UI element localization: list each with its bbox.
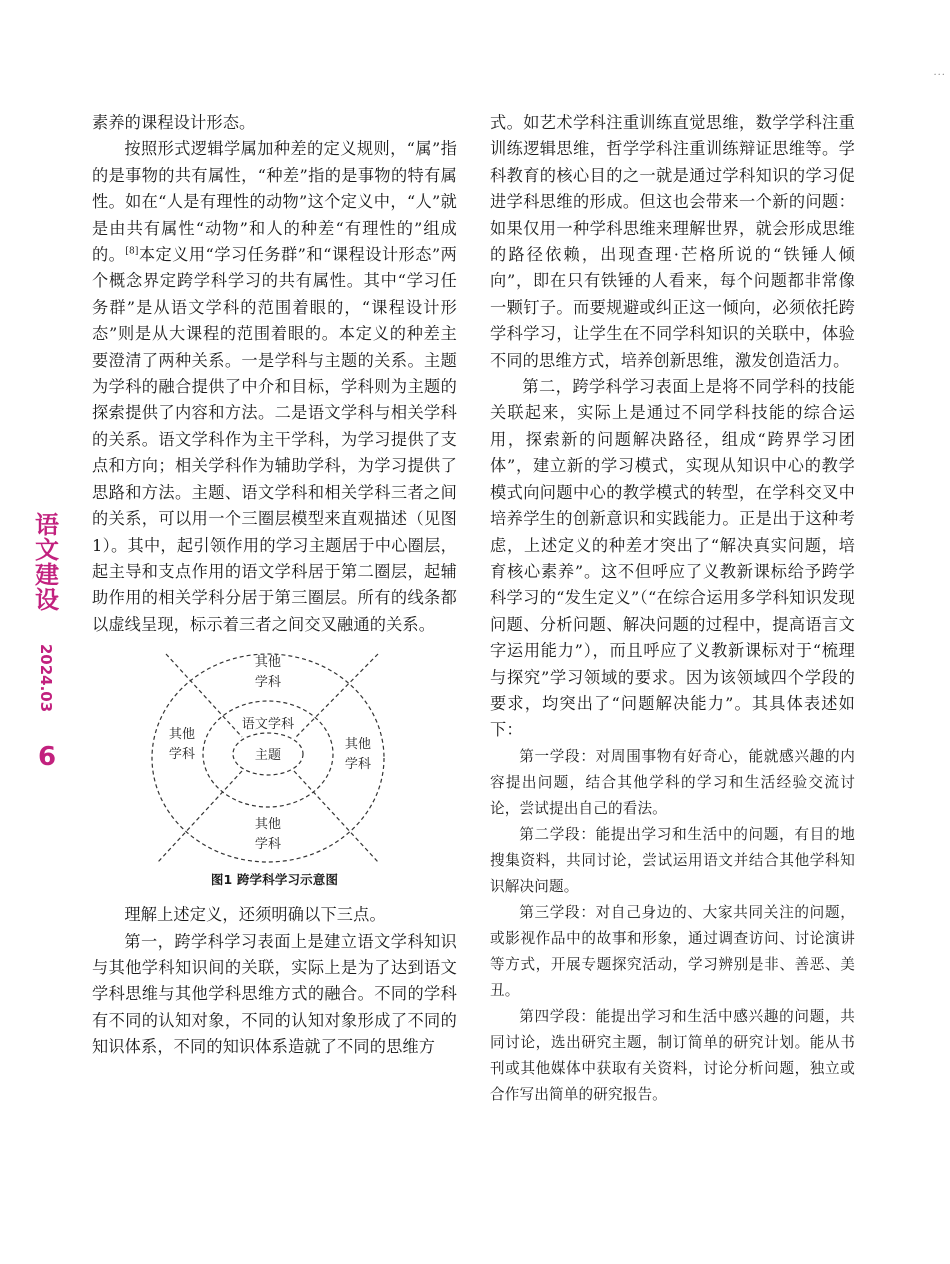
three-circle-figure [92,648,457,866]
divider-line [158,771,242,862]
figure-svg [92,648,457,866]
paragraph: 素养的课程设计形态。 [92,113,256,132]
label-right-line1: 其他 [344,737,372,753]
stage-requirement: 第二学段：能提出学习和生活中的问题，有目的地搜集资料，共同讨论，尝试运用语文并结合其他学科知识解决问题。 [490,825,855,895]
reference-mark: [8] [125,246,139,257]
stage-requirement: 第一学段：对周围事物有好奇心，能就感兴趣的内容提出问题，结合其他学科的学习和生活经验交流讨论，尝试提出自己的看法。 [490,747,855,817]
paragraph: 第一，跨学科学习表面上是建立语文学科知识与其他学科知识间的关联，实际上是为了达到语文学科思维与其他学科思维方式的融合。不同的学科有不同的认知对象，不同的认知对象形成了不同的知识体系，不同的知识体系造就了不同的思维方 [92,931,457,1057]
left-column [92,110,457,1061]
stage-requirement: 第三学段：对自己身边的、大家共同关注的问题，或影视作品中的故事和形象，通过调查访问、讨论演讲等方式，开展专题探究活动，学习辨别是非、善恶、美丑。 [490,903,855,999]
divider-line [294,771,378,862]
divider-line [296,654,378,737]
paragraph-text: 本定义用“学习任务群”和“课程设计形态”两个概念界定跨学科学习的共有属性。其中“学习任务群”是从语文学科的范围着眼的，“课程设计形态”则是从大课程的范围着眼的。本定义的种差主要澄清了两种关系。一是学科与主题的关系。主题为学科的融合提供了中介和目标，学科则为主题的探索提供了内容和方法。二是语文学科与相关学科的关系。语文学科作为主干学科，为学习提供了支点和方向；相关学科作为辅助学科，为学习提供了思路和方法。主题、语文学科和相关学科三者之间的关系，可以用一个三圈层模型来直观描述（见图1）。其中，起引领作用的学习主题居于中心圈层，起主导和支点作用的语文学科居于第二圈层，起辅助作用的相关学科分居于第三圈层。所有的线条都以虚线呈现，标示着三者之间交叉融通的关系。 [92,245,457,634]
label-top-line2: 学科 [254,675,282,691]
right-column [490,110,855,1108]
journal-issue: 2024.03 [37,643,55,713]
label-top-line1: 其他 [254,655,282,671]
paragraph: 理解上述定义，还须明确以下三点。 [124,905,386,925]
label-bottom-line1: 其他 [254,817,282,833]
corner-dots: ··· [933,70,946,81]
paragraph-text: 按照形式逻辑学属加种差的定义规则，“属”指的是事物的共有属性，“种差”指的是事物的特有属性。如在“人是有理性的动物”这个定义中，“人”就是由共有属性“动物”和人的种差“有理性的”组成的。 [92,139,457,265]
label-left-line2: 学科 [168,747,196,763]
paragraph: 式。如艺术学科注重训练直觉思维，数学学科注重训练逻辑思维，哲学学科注重训练辩证思维等。学科教育的核心目的之一就是通过学科知识的学习促进学科思维的形成。但这也会带来一个新的问题：如果仅用一种学科思维来理解世界，就会形成思维的路径依赖，出现查理·芒格所说的“铁锤人倾向”，即在只有铁锤的人看来，每个问题都非常像一颗钉子。而要规避或纠正这一倾向，必须依托跨学科学习，让学生在不同学科知识的关联中，体验不同的思维方式，培养创新思维，激发创造活力。 [490,113,855,370]
page-number: 6 [37,742,57,772]
journal-name: 语文建设 [35,510,59,614]
stage-requirement: 第四学段：能提出学习和生活中感兴趣的问题，共同讨论，选出研究主题，制订简单的研究计划。能从书刊或其他媒体中获取有关资料，讨论分析问题，独立或合作写出简单的研究报告。 [490,1007,855,1103]
figure-caption: 图1 跨学科学习示意图 [210,872,339,888]
divider-line [166,654,242,737]
label-right-line2: 学科 [344,757,372,773]
label-bottom-line2: 学科 [254,837,282,853]
paragraph: 第二，跨学科学习表面上是将不同学科的技能关联起来，实际上是通过不同学科技能的综合运用，探索新的问题解决路径，组成“跨界学习团体”，建立新的学习模式，实现从知识中心的教学模式向问题中心的教学模式的转型，在学科交叉中培养学生的创新意识和实践能力。正是出于这种考虑，上述定义的种差才突出了“解决真实问题，培育核心素养”。这不但呼应了义教新课标给予跨学科学习的“发生定义”（“在综合运用多学科知识发现问题、分析问题、解决问题的过程中，提高语言文字运用能力”），而且呼应了义教新课标对于“梳理与探究”学习领域的要求。因为该领域四个学段的要求，均突出了“问题解决能力”。其具体表述如下： [490,377,855,740]
label-theme: 主题 [254,748,282,764]
label-left-line1: 其他 [168,727,196,743]
label-chinese-subject: 语文学科 [241,717,295,733]
paragraph-definition [92,136,457,638]
